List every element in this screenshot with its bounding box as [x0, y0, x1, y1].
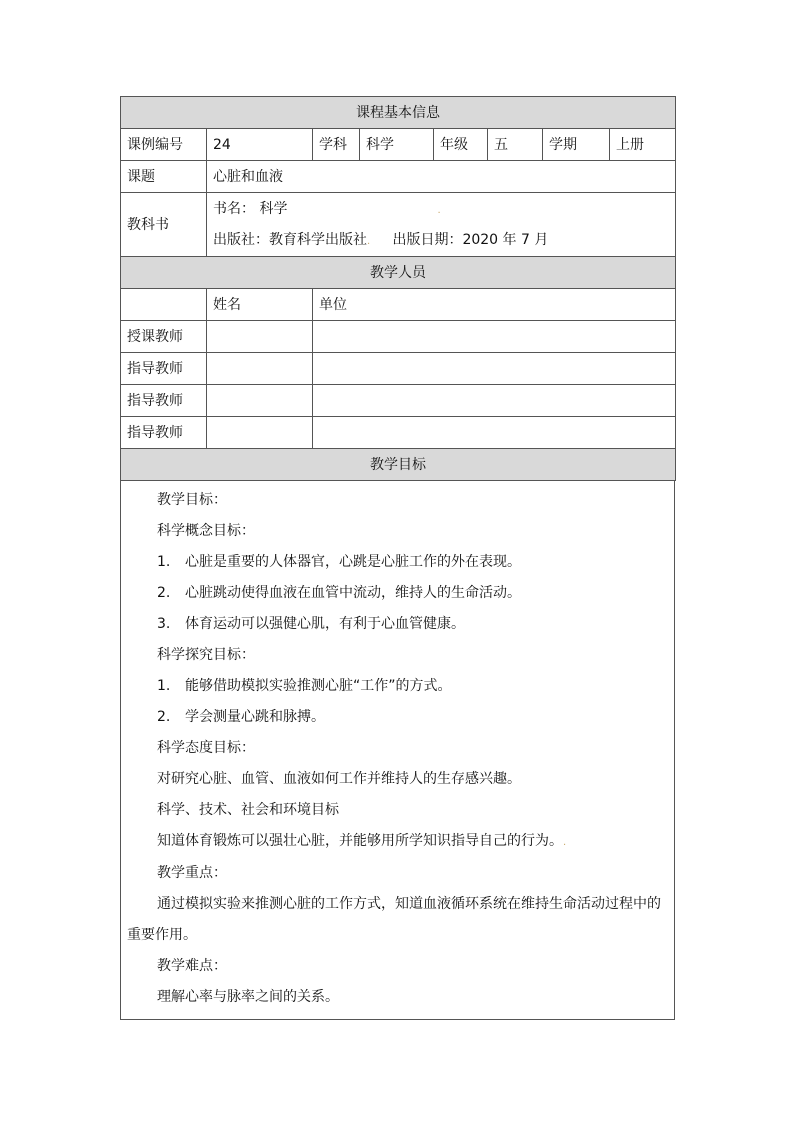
textbook-info: 书名： 科学 . 出版社：教育科学出版社. 出版日期：2020 年 7 月 — [207, 193, 676, 257]
sts-text: 知道体育锻炼可以强壮心脏，并能够用所学知识指导自己的行为。 — [157, 833, 563, 849]
topic-label: 课题 — [121, 161, 207, 193]
concept-heading: 科学概念目标： — [157, 523, 255, 539]
lesson-document — [120, 96, 675, 1020]
publish-date: 出版日期：2020 年 7 月 — [392, 231, 549, 248]
list-item: 1. 能够借助模拟实验推测心脏“工作”的方式。 — [157, 678, 452, 694]
staff-role: 指导教师 — [121, 385, 207, 417]
staff-unit — [313, 417, 676, 449]
staff-role: 授课教师 — [121, 321, 207, 353]
case-number-label: 课例编号 — [121, 129, 207, 161]
list-item: 2. 心脏跳动使得血液在血管中流动，维持人的生命活动。 — [157, 585, 521, 601]
staff-role: 指导教师 — [121, 353, 207, 385]
book-name: 书名： 科学 — [213, 200, 288, 217]
subject-label: 学科 — [313, 129, 360, 161]
staff-unit — [313, 385, 676, 417]
inquiry-heading: 科学探究目标： — [157, 647, 255, 663]
publisher: 出版社：教育科学出版社 — [213, 231, 367, 248]
staff-row — [121, 321, 676, 353]
topic-value: 心脏和血液 — [207, 161, 676, 193]
term-value: 上册 — [610, 129, 676, 161]
difficulty-text: 理解心率与脉率之间的关系。 — [157, 989, 339, 1005]
case-number-value: 24 — [207, 129, 313, 161]
basic-info-title: 课程基本信息 — [121, 97, 676, 129]
staff-role: 指导教师 — [121, 417, 207, 449]
grade-label: 年级 — [434, 129, 488, 161]
course-info-table — [120, 96, 676, 481]
objectives-body — [120, 481, 675, 1020]
staff-unit — [313, 353, 676, 385]
staff-name — [207, 353, 313, 385]
staff-name — [207, 321, 313, 353]
list-item: 3. 体育运动可以强健心肌，有利于心血管健康。 — [157, 616, 465, 632]
staff-name-header: 姓名 — [207, 289, 313, 321]
sts-heading: 科学、技术、社会和环境目标 — [157, 802, 339, 818]
staff-row — [121, 385, 676, 417]
staff-unit — [313, 321, 676, 353]
key-text: 通过模拟实验来推测心脏的工作方式，知道血液循环系统在维持生命活动过程中的重要作用。 — [127, 896, 661, 943]
staff-row — [121, 353, 676, 385]
staff-title: 教学人员 — [121, 257, 676, 289]
staff-name — [207, 385, 313, 417]
staff-row — [121, 417, 676, 449]
goals-heading: 教学目标： — [157, 492, 227, 508]
staff-unit-header: 单位 — [313, 289, 676, 321]
grade-value: 五 — [488, 129, 543, 161]
subject-value: 科学 — [360, 129, 434, 161]
textbook-label: 教科书 — [121, 193, 207, 257]
list-item: 2. 学会测量心跳和脉搏。 — [157, 709, 325, 725]
difficulty-heading: 教学难点： — [157, 958, 227, 974]
attitude-text: 对研究心脏、血管、血液如何工作并维持人的生存感兴趣。 — [157, 771, 521, 787]
term-label: 学期 — [543, 129, 610, 161]
staff-name — [207, 417, 313, 449]
attitude-heading: 科学态度目标： — [157, 740, 255, 756]
staff-role-header — [121, 289, 207, 321]
list-item: 1. 心脏是重要的人体器官，心跳是心脏工作的外在表现。 — [157, 554, 521, 570]
key-heading: 教学重点： — [157, 865, 227, 881]
sts-text-line: 知道体育锻炼可以强壮心脏，并能够用所学知识指导自己的行为。. — [157, 833, 567, 849]
objectives-title: 教学目标 — [121, 449, 676, 481]
